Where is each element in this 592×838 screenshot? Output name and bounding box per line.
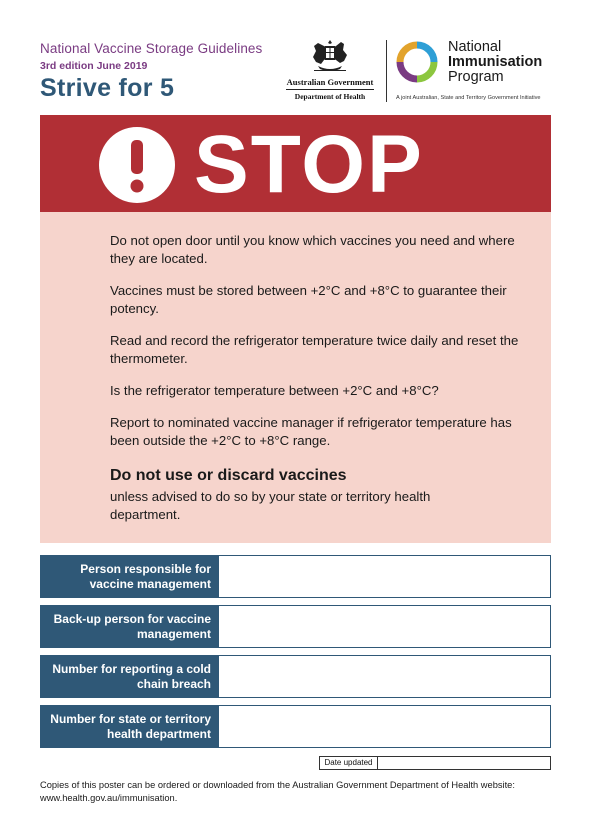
government-name: Australian Government bbox=[286, 77, 374, 87]
form-label: Person responsible for vaccine management bbox=[41, 556, 219, 597]
exclamation-circle-icon bbox=[98, 126, 176, 204]
nip-line-national: National bbox=[448, 39, 502, 55]
edition-label: 3rd edition June 2019 bbox=[40, 60, 148, 72]
stop-heading: STOP bbox=[194, 119, 424, 210]
form-row-vaccine-manager bbox=[40, 555, 551, 598]
guidelines-title: National Vaccine Storage Guidelines bbox=[40, 41, 263, 56]
footer-note: Copies of this poster can be ordered or downloaded from the Australian Government Department of Health website: www.health.gov.au/immunisation. bbox=[40, 780, 515, 803]
instruction-door: Do not open door until you know which vaccines you need and where they are located. bbox=[110, 233, 515, 266]
form-label: Back-up person for vaccine management bbox=[41, 606, 219, 647]
department-name: Department of Health bbox=[294, 92, 366, 101]
warning-body: unless advised to do so by your state or territory health department. bbox=[110, 489, 431, 522]
instructions-panel bbox=[40, 212, 551, 543]
poster-headline: Strive for 5 bbox=[40, 74, 175, 102]
vaccine-manager-field[interactable] bbox=[219, 556, 550, 597]
cold-chain-number-field[interactable] bbox=[219, 656, 550, 697]
date-updated-field[interactable] bbox=[378, 757, 550, 769]
instruction-record-temp: Read and record the refrigerator temperature twice daily and reset the thermometer. bbox=[110, 333, 519, 366]
nip-wordmark bbox=[448, 40, 542, 85]
form-row-health-department-number bbox=[40, 705, 551, 748]
date-updated-label: Date updated bbox=[320, 757, 378, 769]
instruction-report: Report to nominated vaccine manager if refrigerator temperature has been outside the +2°C to +8°C range. bbox=[110, 415, 512, 448]
date-updated-box bbox=[319, 756, 551, 770]
instruction-storage-range: Vaccines must be stored between +2°C and +8°C to guarantee their potency. bbox=[110, 283, 507, 316]
health-department-number-field[interactable] bbox=[219, 706, 550, 747]
warning-heading: Do not use or discard vaccines bbox=[110, 467, 347, 484]
form-label: Number for reporting a cold chain breach bbox=[41, 656, 219, 697]
form-row-cold-chain-number bbox=[40, 655, 551, 698]
nip-line-immunisation: Immunisation bbox=[448, 54, 543, 70]
coat-of-arms-icon bbox=[310, 38, 350, 74]
nip-tagline: A joint Australian, State and Territory Government Initiative bbox=[396, 95, 541, 101]
instruction-check-temp: Is the refrigerator temperature between +2°C and +8°C? bbox=[110, 383, 439, 398]
stop-banner bbox=[40, 115, 551, 212]
nip-line-program: Program bbox=[448, 69, 504, 85]
form-label: Number for state or territory health department bbox=[41, 706, 219, 747]
logo-separator bbox=[386, 40, 387, 102]
poster-header bbox=[0, 0, 592, 112]
form-row-backup-person bbox=[40, 605, 551, 648]
backup-person-field[interactable] bbox=[219, 606, 550, 647]
logo-divider bbox=[286, 89, 374, 90]
ring-icon bbox=[396, 41, 438, 83]
australian-government-logo bbox=[282, 38, 378, 102]
